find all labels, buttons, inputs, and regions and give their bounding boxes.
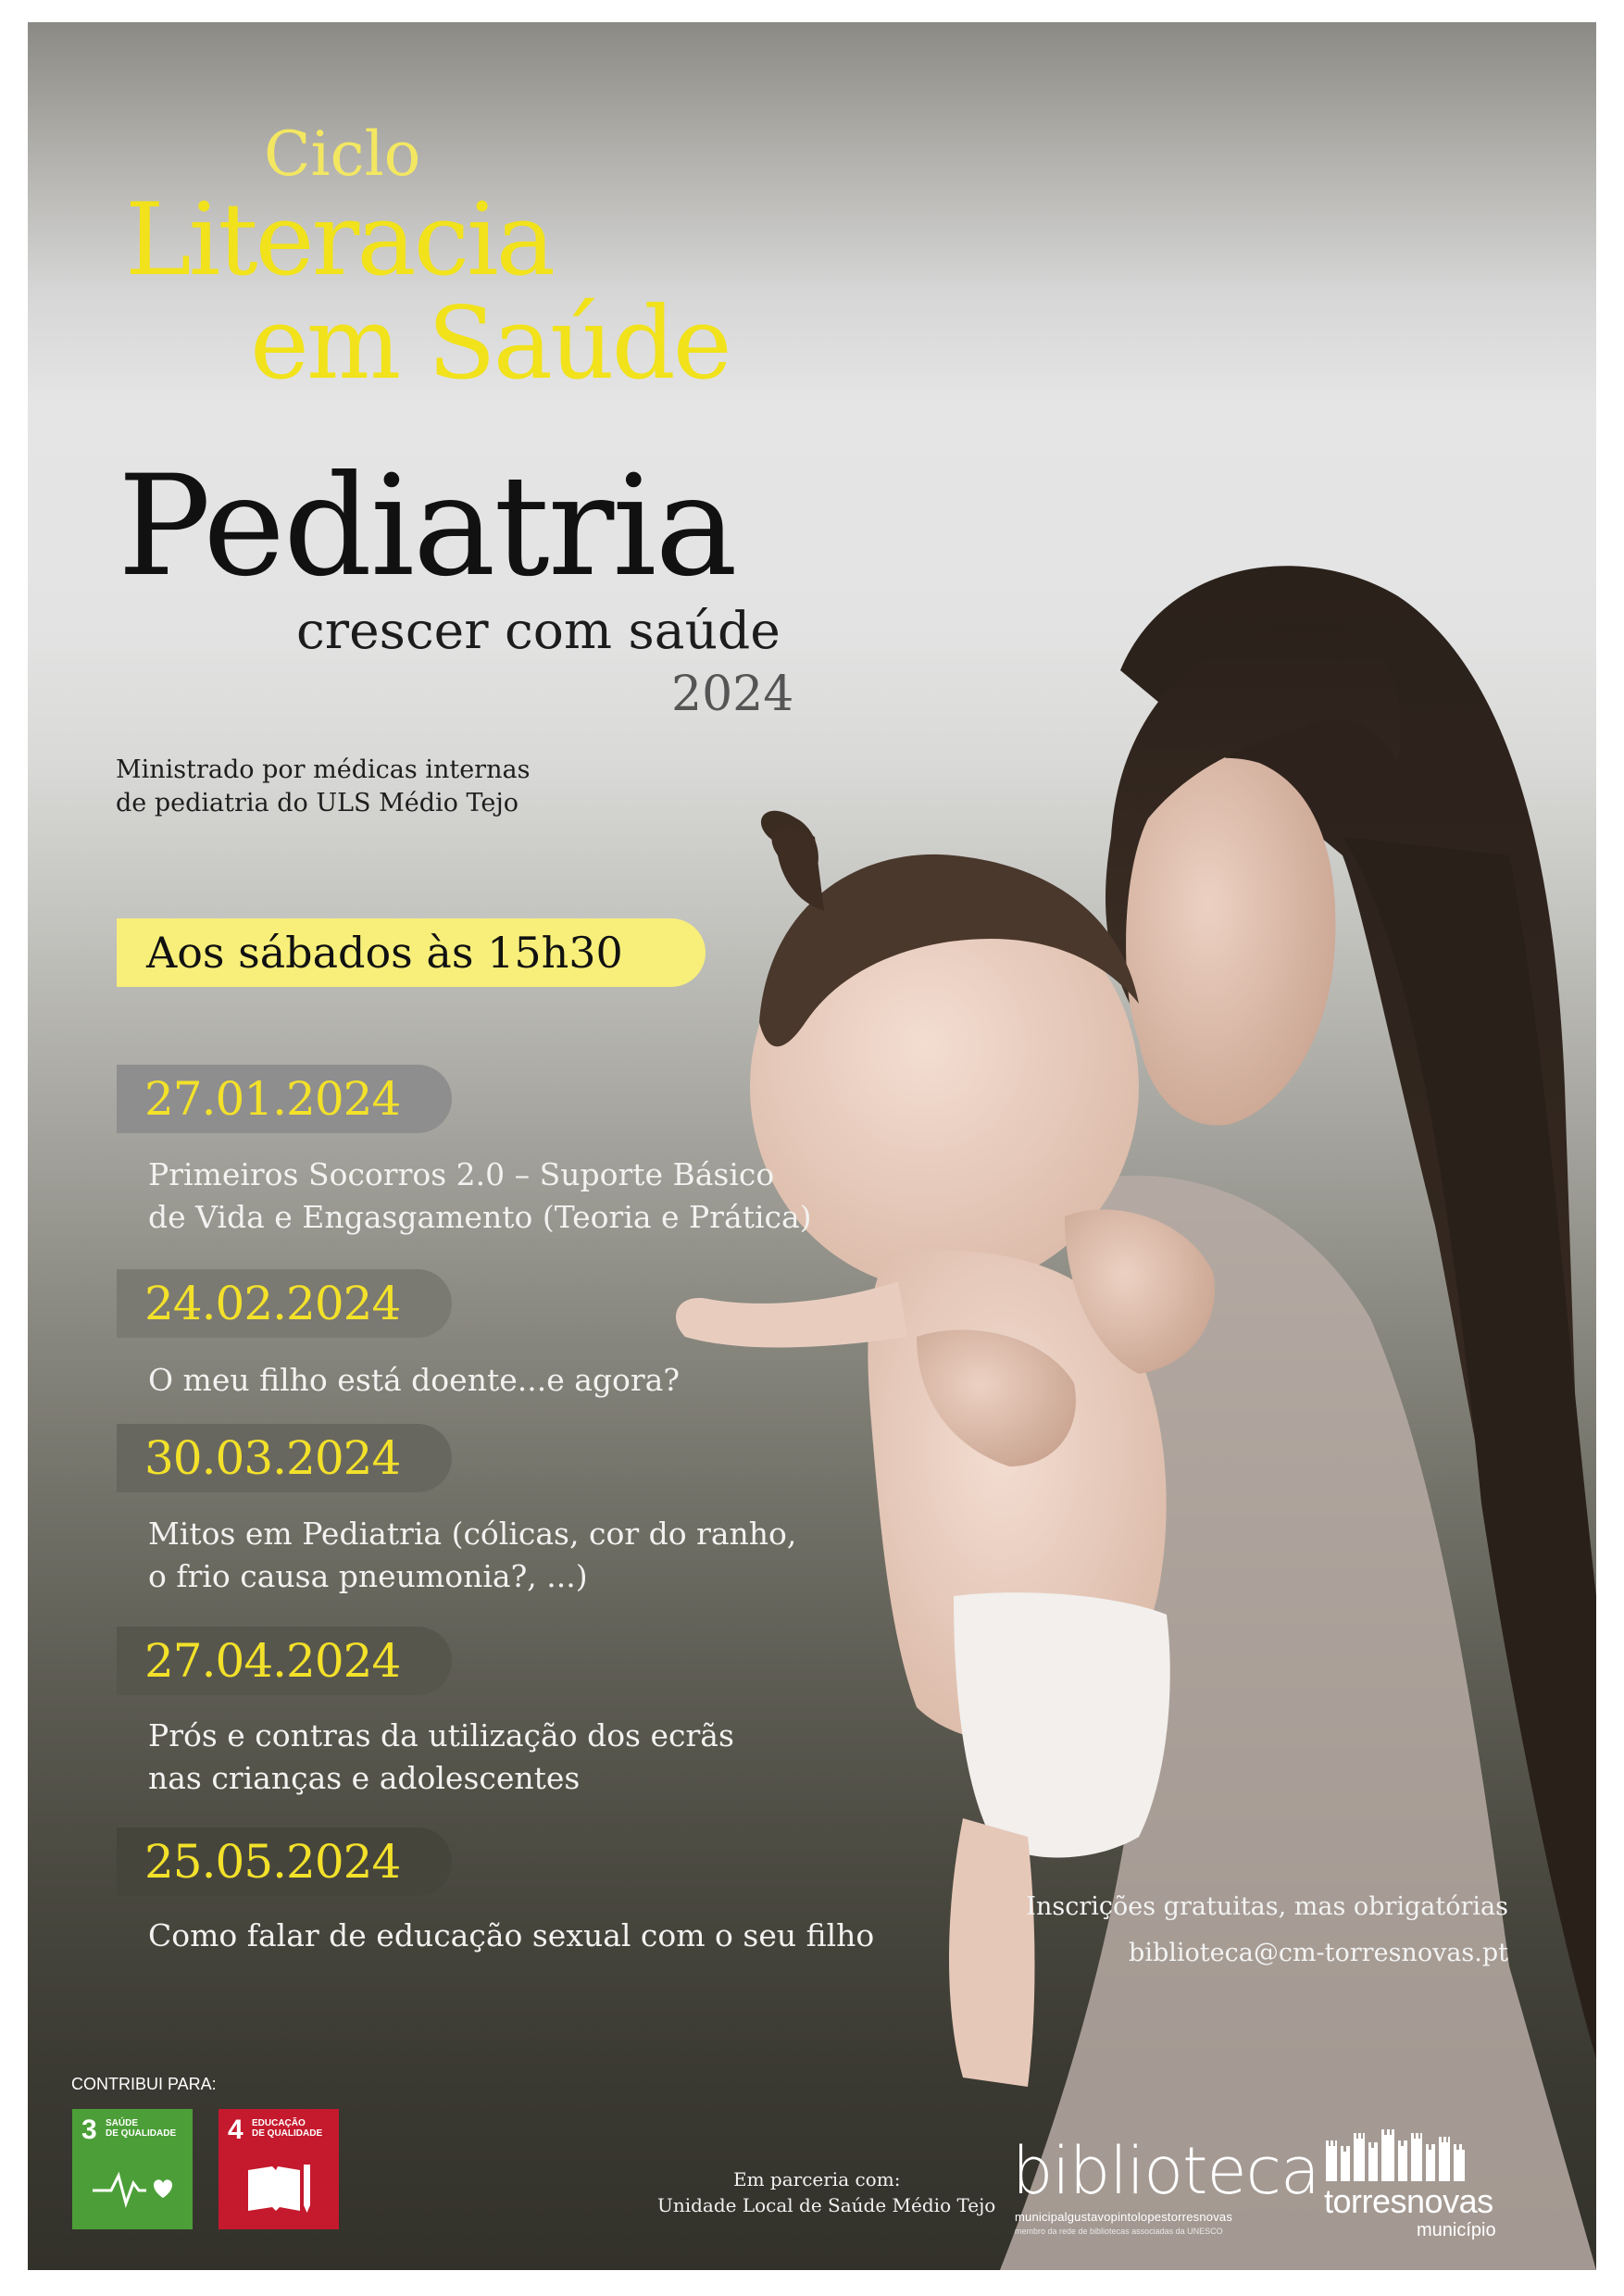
book-pencil-icon	[244, 2161, 315, 2216]
session-desc-line1: O meu filho está doente...e agora?	[148, 1362, 681, 1398]
session-description	[148, 1915, 874, 1957]
library-logo-line1: municipalgustavopintolopestorresnovas	[1015, 2210, 1233, 2224]
session-date: 25.05.2024	[144, 1835, 401, 1889]
session-date: 24.02.2024	[144, 1277, 401, 1330]
registration-email[interactable]: biblioteca@cm-torresnovas.pt	[1129, 1939, 1508, 1967]
sdg-label-line1: SAÚDE	[106, 2118, 139, 2128]
session-desc-line2: o frio causa pneumonia?, ...)	[148, 1558, 588, 1594]
session-date-pill	[117, 1269, 452, 1338]
session-desc-line1: Mitos em Pediatria (cólicas, cor do ranho,	[148, 1516, 797, 1552]
schedule-text: Aos sábados às 15h30	[146, 928, 623, 978]
session-date-pill	[117, 1828, 452, 1896]
subtitle: crescer com saúde	[296, 601, 781, 660]
session-description	[148, 1513, 796, 1598]
municipality-logo-name: torresnovas	[1324, 2182, 1493, 2220]
session-desc-line1: Como falar de educação sexual com o seu filho	[148, 1917, 875, 1953]
partnership-label: Em parceria com:	[733, 2168, 901, 2190]
session-date-pill	[117, 1065, 452, 1133]
session-description	[148, 1154, 812, 1239]
session-date-pill	[117, 1627, 452, 1695]
session-description	[148, 1359, 680, 1402]
session-desc-line1: Prós e contras da utilização dos ecrãs	[148, 1717, 734, 1753]
session-date: 30.03.2024	[144, 1431, 401, 1485]
municipality-logo-sub: município	[1417, 2220, 1496, 2240]
poster	[28, 22, 1596, 2270]
intro-line1: Ministrado por médicas internas	[116, 755, 531, 784]
intro-line2: de pediatria do ULS Médio Tejo	[116, 789, 518, 817]
schedule-banner	[117, 918, 706, 987]
heartbeat-icon	[91, 2165, 174, 2211]
sdg-4-badge	[219, 2109, 339, 2229]
session-date: 27.04.2024	[144, 1634, 401, 1688]
year: 2024	[671, 667, 794, 722]
sdg-label-line2: DE QUALIDADE	[252, 2128, 323, 2139]
session-date: 27.01.2024	[144, 1072, 401, 1126]
sdg-number: 3	[81, 2115, 97, 2145]
library-logo-line2: membro da rede de bibliotecas associadas da UNESCO	[1015, 2227, 1223, 2236]
registration-note: Inscrições gratuitas, mas obrigatórias	[1026, 1892, 1508, 1921]
sdg-label-line1: EDUCAÇÃO	[252, 2118, 306, 2128]
series-title-line2: em Saúde	[250, 286, 730, 402]
session-date-pill	[117, 1424, 452, 1492]
session-description	[148, 1715, 734, 1800]
series-word: Ciclo	[264, 119, 421, 190]
sdg-3-badge	[72, 2109, 193, 2229]
page-title: Pediatria	[118, 446, 736, 607]
sdg-number: 4	[228, 2115, 244, 2145]
session-desc-line1: Primeiros Socorros 2.0 – Suporte Básico	[148, 1156, 775, 1192]
session-desc-line2: nas crianças e adolescentes	[148, 1760, 581, 1796]
intro-text	[116, 754, 530, 820]
library-logo-name: biblioteca	[1012, 2133, 1319, 2209]
sdg-label	[252, 2118, 322, 2139]
series-title-line1: Literacia	[125, 182, 554, 298]
session-desc-line2: de Vida e Engasgamento (Teoria e Prática)	[148, 1199, 812, 1235]
partner-name: Unidade Local de Saúde Médio Tejo	[657, 2194, 996, 2216]
sdg-label-line2: DE QUALIDADE	[106, 2128, 177, 2139]
contributes-label: CONTRIBUI PARA:	[71, 2075, 217, 2093]
towers-icon	[1324, 2129, 1472, 2181]
sdg-label	[106, 2118, 176, 2139]
